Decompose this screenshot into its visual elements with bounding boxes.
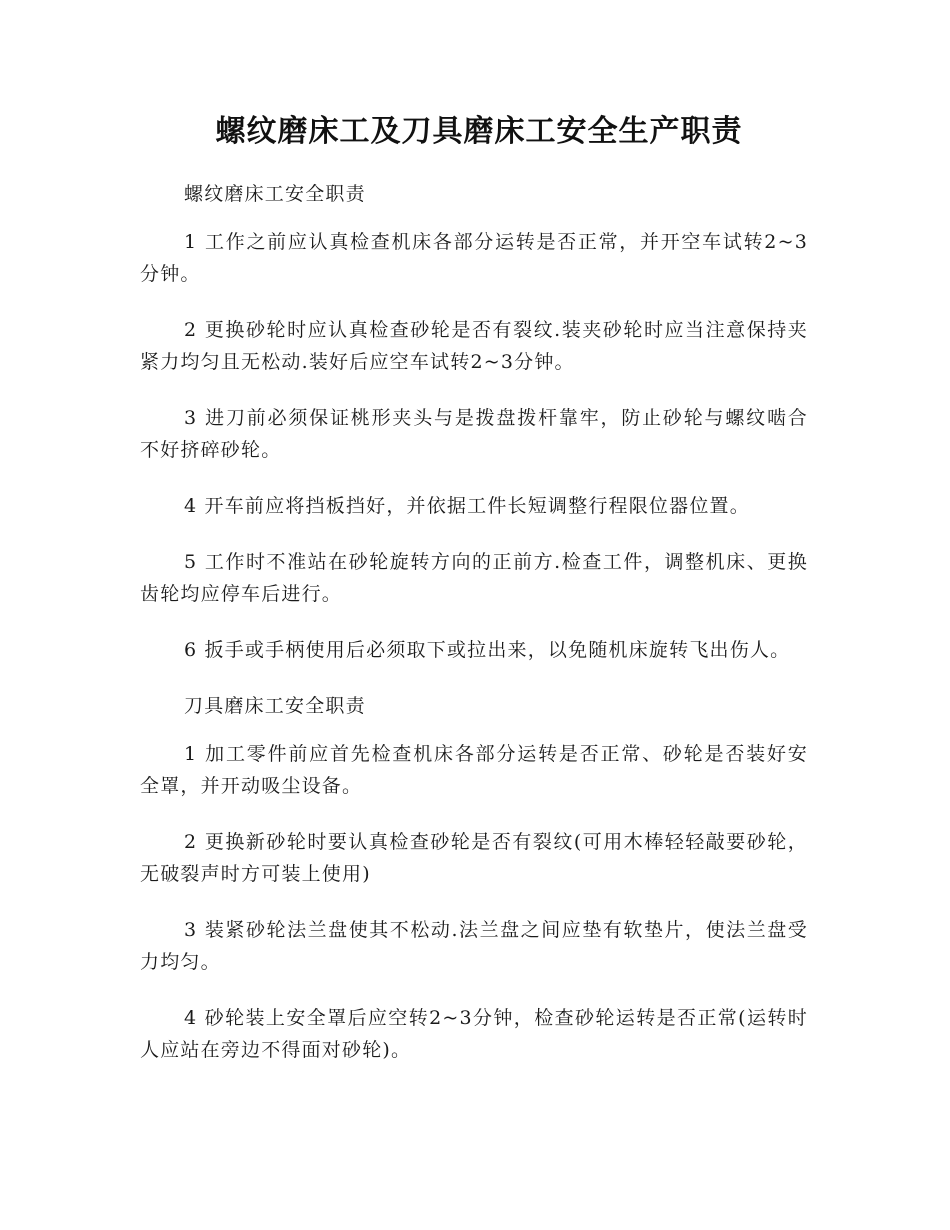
- paragraph: 1 工作之前应认真检查机床各部分运转是否正常，并开空车试转2~3分钟。: [140, 231, 808, 285]
- paragraph: 6 扳手或手柄使用后必须取下或拉出来，以免随机床旋转飞出伤人。: [184, 639, 791, 661]
- paragraph: 2 更换砂轮时应认真检查砂轮是否有裂纹.装夹砂轮时应当注意保持夹紧力均匀且无松动.装好后应空车试转2~3分钟。: [140, 319, 808, 373]
- paragraph: 3 装紧砂轮法兰盘使其不松动.法兰盘之间应垫有软垫片，使法兰盘受力均匀。: [140, 919, 808, 973]
- section-thread-grinder: [140, 178, 808, 666]
- section-heading: 螺纹磨床工安全职责: [184, 183, 366, 205]
- paragraph: 4 砂轮装上安全罩后应空转2~3分钟，检查砂轮运转是否正常(运转时人应站在旁边不得面对砂轮)。: [140, 1007, 808, 1061]
- section-tool-grinder: [140, 690, 808, 1066]
- section-heading: 刀具磨床工安全职责: [184, 695, 366, 717]
- paragraph: 1 加工零件前应首先检查机床各部分运转是否正常、砂轮是否装好安全罩，并开动吸尘设备。: [140, 743, 808, 797]
- document-title: 螺纹磨床工及刀具磨床工安全生产职责: [215, 114, 743, 149]
- paragraph: 2 更换新砂轮时要认真检查砂轮是否有裂纹(可用木棒轻轻敲要砂轮，无破裂声时方可装上使用): [140, 831, 808, 885]
- paragraph: 3 进刀前必须保证桃形夹头与是拨盘拨杆靠牢，防止砂轮与螺纹啮合不好挤碎砂轮。: [140, 407, 808, 461]
- document-page: [140, 108, 808, 1090]
- paragraph: 4 开车前应将挡板挡好，并依据工件长短调整行程限位器位置。: [184, 495, 750, 517]
- paragraph: 5 工作时不准站在砂轮旋转方向的正前方.检查工件，调整机床、更换齿轮均应停车后进行。: [140, 551, 808, 605]
